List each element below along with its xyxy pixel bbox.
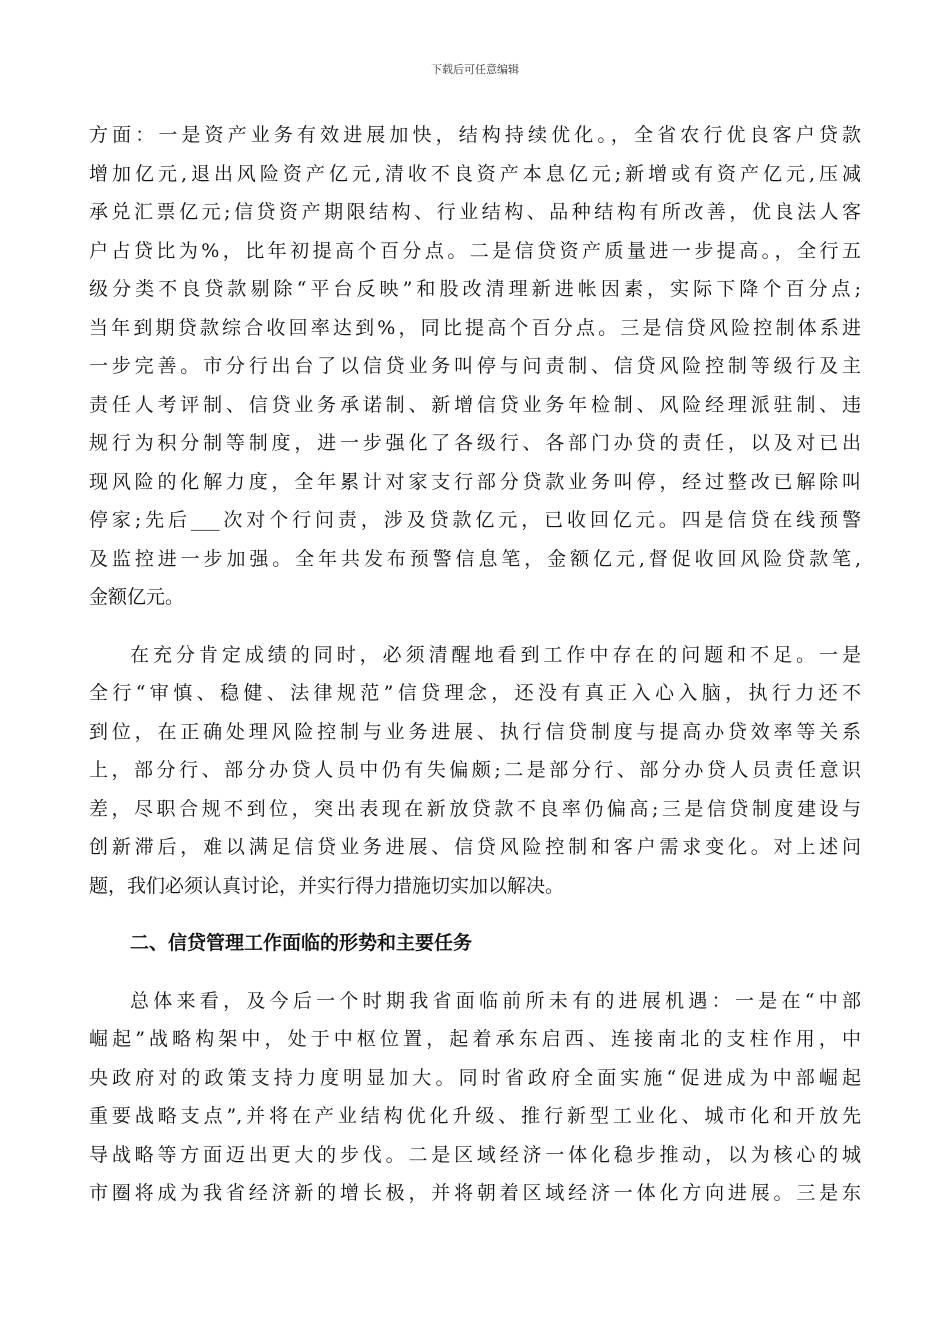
document-body [89, 116, 861, 1213]
text-line: 规行为积分制等制度，进一步强化了各级行、各部门办贷的责任，以及对已出 [89, 432, 861, 454]
text-line: 级分类不良贷款剔除“平台反映”和股改清理新进帐因素，实际下降个百分点; [89, 278, 861, 300]
paragraph-spacer [89, 905, 861, 924]
text-line: 一步完善。市分行出台了以信贷业务叫停与问责制、信贷风险控制等级行及主 [89, 355, 861, 377]
text-line: 现风险的化解力度，全年累计对家支行部分贷款业务叫停，经过整改已解除叫 [89, 470, 861, 493]
paragraph-problems [89, 636, 861, 906]
paragraph-spacer [89, 963, 861, 982]
text-line: 停家;先后___次对个行问责，涉及贷款亿元，已收回亿元。四是信贷在线预警 [89, 509, 861, 531]
text-line: 金额亿元。 [89, 586, 185, 608]
text-line: 导战略等方面迈出更大的步伐。二是区域经济一体化稳步推动，以为核心的城 [89, 1143, 861, 1166]
text-line: 增加亿元,退出风险资产亿元,清收不良资产本息亿元;新增或有资产亿元,压减 [89, 162, 861, 185]
text-line: 上，部分行、部分办贷人员中仍有失偏颇;二是部分行、部分办贷人员责任意识 [89, 759, 861, 781]
paragraph-outlook [89, 982, 861, 1213]
text-line: 总体来看，及今后一个时期我省面临前所未有的进展机遇：一是在“中部 [130, 989, 861, 1012]
text-line: 崛起”战略构架中，处于中枢位置，起着承东启西、连接南北的支柱作用，中 [89, 1028, 861, 1050]
text-line: 及监控进一步加强。全年共发布预警信息笔，金额亿元,督促收回风险贷款笔, [89, 547, 861, 570]
text-line: 承兑汇票亿元;信贷资产期限结构、行业结构、品种结构有所改善，优良法人客 [89, 201, 861, 223]
section-heading: 二、信贷管理工作面临的形势和主要任务 [130, 932, 473, 954]
text-line: 在充分肯定成绩的同时，必须清醒地看到工作中存在的问题和不足。一是 [130, 643, 861, 666]
paragraph-achievements [89, 116, 861, 617]
text-line: 差，尽职合规不到位，突出表现在新放贷款不良率仍偏高;三是信贷制度建设与 [89, 797, 861, 820]
text-line: 户占贷比为%，比年初提高个百分点。二是信贷资产质量进一步提高。，全行五 [89, 239, 861, 262]
text-line: 重要战略支点”,并将在产业结构优化升级、推行新型工业化、城市化和开放先 [89, 1105, 861, 1127]
text-line: 市圈将成为我省经济新的增长极，并将朝着区域经济一体化方向进展。三是东 [89, 1182, 861, 1204]
text-line: 责任人考评制、信贷业务承诺制、新增信贷业务年检制、风险经理派驻制、违 [89, 393, 861, 416]
page-header: 下载后可任意编辑 [431, 63, 519, 76]
text-line: 当年到期贷款综合收回率达到%，同比提高个百分点。三是信贷风险控制体系进 [89, 316, 861, 339]
text-line: 创新滞后，难以满足信贷业务进展、信贷风险控制和客户需求变化。对上述问 [89, 836, 861, 858]
text-line: 题，我们必须认真讨论，并实行得力措施切实加以解决。 [89, 874, 565, 897]
text-line: 到位，在正确处理风险控制与业务进展、执行信贷制度与提高办贷效率等关系 [89, 720, 861, 743]
text-line: 方面：一是资产业务有效进展加快，结构持续优化。，全省农行优良客户贷款 [89, 124, 861, 146]
paragraph-spacer [89, 617, 861, 636]
text-line: 央政府对的政策支持力度明显加大。同时省政府全面实施“促进成为中部崛起 [89, 1066, 861, 1089]
text-line: 全行“审慎、稳健、法律规范”信贷理念，还没有真正入心入脑，执行力还不 [89, 682, 861, 704]
